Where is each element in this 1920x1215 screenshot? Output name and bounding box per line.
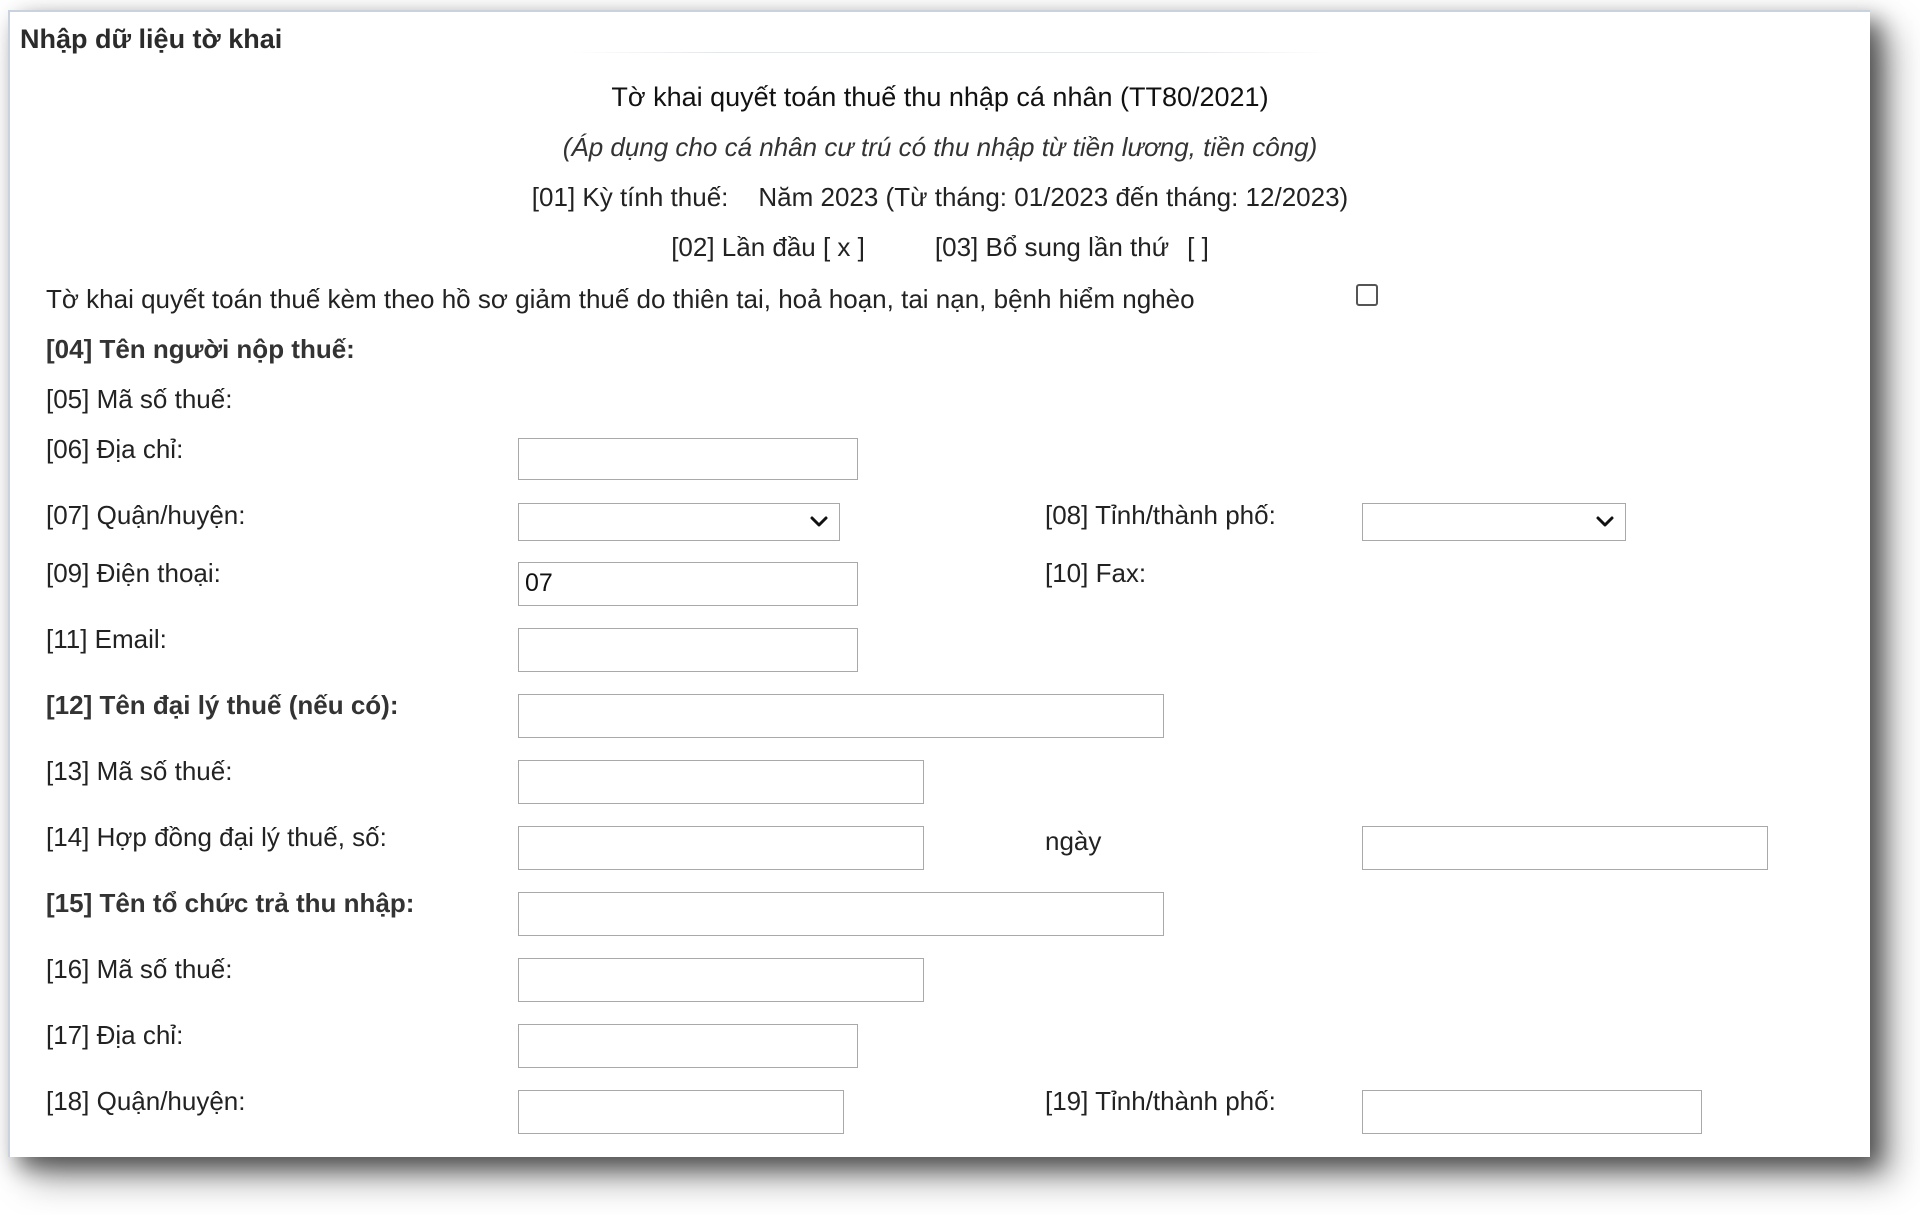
tax-period <box>10 182 1870 213</box>
chevron-down-icon <box>1593 510 1617 534</box>
taxpayer-name-label: [04] Tên người nộp thuế: <box>46 334 355 364</box>
payer-province-input[interactable] <box>1362 1090 1702 1134</box>
payer-district-input[interactable] <box>518 1090 844 1134</box>
payer-tax-code-label: [16] Mã số thuế: <box>46 954 233 984</box>
payer-province-label: [19] Tỉnh/thành phố: <box>1045 1086 1276 1116</box>
agency-contract-label: [14] Hợp đồng đại lý thuế, số: <box>46 822 387 852</box>
address-input[interactable] <box>518 438 858 480</box>
fax-label: [10] Fax: <box>1045 558 1147 588</box>
data-entry-panel <box>8 10 1870 1157</box>
panel-title: Nhập dữ liệu tờ khai <box>20 24 283 54</box>
tax-agent-name-input[interactable] <box>518 694 1164 738</box>
tax-period-value: Năm 2023 (Từ tháng: 01/2023 đến tháng: 12/2023) <box>758 182 1349 212</box>
payer-tax-code-input[interactable] <box>518 958 924 1002</box>
payer-org-name-input[interactable] <box>518 892 1164 936</box>
tax-agent-name-label: [12] Tên đại lý thuế (nếu có): <box>46 690 399 720</box>
divider <box>570 52 1330 53</box>
declaration-type <box>10 232 1870 263</box>
tax-agent-tax-code-label: [13] Mã số thuế: <box>46 756 233 786</box>
contract-date-input[interactable] <box>1362 826 1768 870</box>
district-select[interactable] <box>518 503 840 541</box>
payer-address-input[interactable] <box>518 1024 858 1068</box>
email-input[interactable] <box>518 628 858 672</box>
phone-label: [09] Điện thoại: <box>46 558 221 588</box>
phone-input[interactable]: 07 <box>518 562 858 606</box>
agency-contract-input[interactable] <box>518 826 924 870</box>
payer-address-label: [17] Địa chỉ: <box>46 1020 184 1050</box>
first-time-flag: [02] Lần đầu [ x ] <box>671 232 865 262</box>
address-label: [06] Địa chỉ: <box>46 434 184 464</box>
email-label: [11] Email: <box>46 624 167 654</box>
contract-date-label: ngày <box>1045 826 1102 856</box>
tax-agent-tax-code-input[interactable] <box>518 760 924 804</box>
disaster-checkbox[interactable] <box>1356 284 1378 306</box>
form-title: Tờ khai quyết toán thuế thu nhập cá nhân (TT80/2021) <box>611 82 1269 112</box>
form-subtitle: (Áp dụng cho cá nhân cư trú có thu nhập từ tiền lương, tiền công) <box>562 132 1318 162</box>
supplement-value: [ ] <box>1187 232 1209 262</box>
chevron-down-icon <box>807 510 831 534</box>
payer-org-name-label: [15] Tên tổ chức trả thu nhập: <box>46 888 415 918</box>
supplement-label: [03] Bổ sung lần thứ <box>934 232 1170 262</box>
tax-period-label: [01] Kỳ tính thuế: <box>531 182 729 212</box>
district-label: [07] Quận/huyện: <box>46 500 246 530</box>
province-label: [08] Tỉnh/thành phố: <box>1045 500 1276 530</box>
payer-district-label: [18] Quận/huyện: <box>46 1086 246 1116</box>
disaster-checkbox-label: Tờ khai quyết toán thuế kèm theo hồ sơ giảm thuế do thiên tai, hoả hoạn, tai nạn, bệnh hiểm nghèo <box>46 284 1195 314</box>
province-select[interactable] <box>1362 503 1626 541</box>
taxpayer-tax-code-label: [05] Mã số thuế: <box>46 384 233 414</box>
